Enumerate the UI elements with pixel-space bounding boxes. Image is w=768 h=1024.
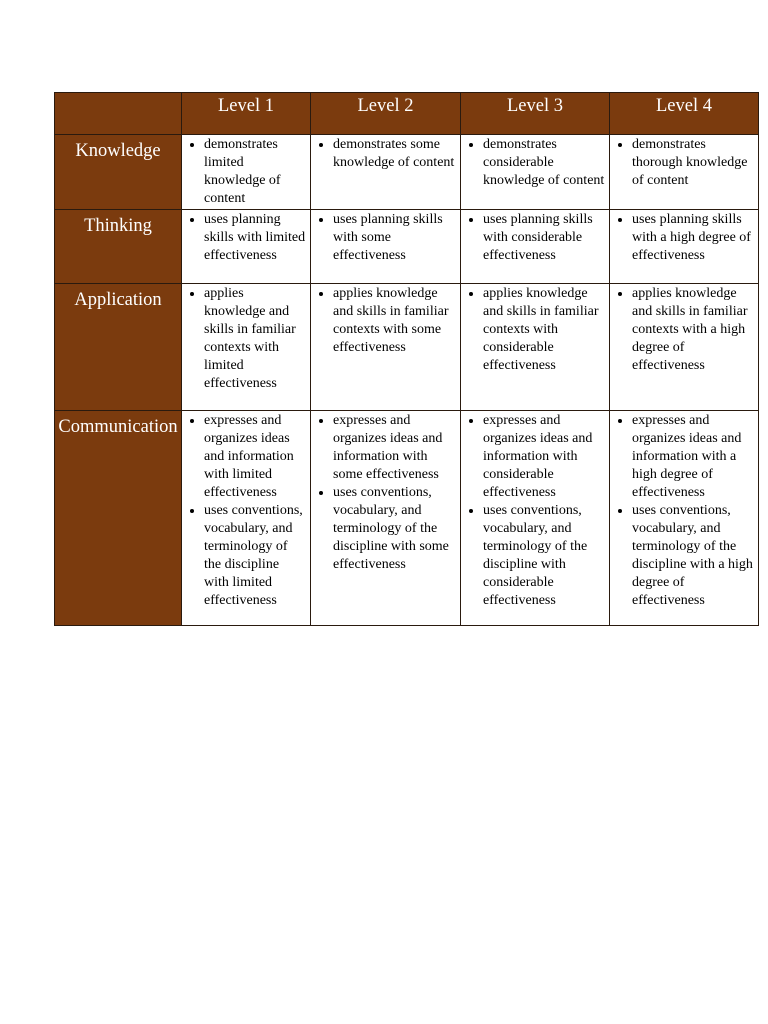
column-header-label: Level 4 — [656, 96, 712, 116]
column-header-level-1 — [182, 93, 311, 135]
descriptor-item: • uses planning skills with a high degree of effectiveness — [632, 211, 754, 265]
descriptor-cell-thinking-level-3 — [461, 210, 610, 284]
descriptor-list — [610, 135, 758, 190]
column-header-level-4 — [610, 93, 759, 135]
column-header-label: Level 3 — [507, 96, 563, 116]
header-row — [55, 93, 759, 135]
criterion-label: Application — [74, 290, 162, 310]
descriptor-list — [461, 210, 609, 265]
descriptor-cell-knowledge-level-4 — [610, 135, 759, 210]
descriptor-item: • demonstrates thorough knowledge of content — [632, 136, 754, 190]
criterion-cell-application — [55, 284, 182, 411]
column-header-level-3 — [461, 93, 610, 135]
descriptor-cell-thinking-level-1 — [182, 210, 311, 284]
descriptor-cell-application-level-2 — [311, 284, 461, 411]
descriptor-list — [610, 210, 758, 265]
descriptor-item: • applies knowledge and skills in familiar contexts with limited effectiveness — [204, 285, 306, 393]
descriptor-cell-communication-level-1 — [182, 411, 311, 626]
criterion-label: Thinking — [84, 216, 152, 236]
descriptor-cell-knowledge-level-2 — [311, 135, 461, 210]
descriptor-list — [461, 284, 609, 375]
rubric-row-thinking — [55, 210, 759, 284]
descriptor-item: • expresses and organizes ideas and information with considerable effectiveness — [483, 412, 605, 502]
descriptor-item: • demonstrates considerable knowledge of content — [483, 136, 605, 190]
descriptor-cell-application-level-4 — [610, 284, 759, 411]
descriptor-item: • uses planning skills with some effectiveness — [333, 211, 456, 265]
rubric-row-application — [55, 284, 759, 411]
rubric-row-communication — [55, 411, 759, 626]
criterion-label: Communication — [58, 417, 178, 437]
descriptor-list — [182, 210, 310, 265]
descriptor-item: • uses conventions, vocabulary, and terminology of the discipline with some effectiveness — [333, 484, 456, 574]
descriptor-item: • uses planning skills with considerable effectiveness — [483, 211, 605, 265]
descriptor-item: • applies knowledge and skills in familiar contexts with a high degree of effectiveness — [632, 285, 754, 375]
descriptor-cell-thinking-level-4 — [610, 210, 759, 284]
rubric-row-knowledge — [55, 135, 759, 210]
descriptor-item: • demonstrates limited knowledge of content — [204, 136, 306, 208]
descriptor-cell-thinking-level-2 — [311, 210, 461, 284]
descriptor-list — [311, 411, 460, 574]
descriptor-item: • uses conventions, vocabulary, and terminology of the discipline with considerable effectiveness — [483, 502, 605, 610]
descriptor-cell-application-level-3 — [461, 284, 610, 411]
descriptor-cell-communication-level-2 — [311, 411, 461, 626]
descriptor-list — [182, 284, 310, 393]
criterion-label: Knowledge — [75, 141, 161, 161]
descriptor-cell-knowledge-level-1 — [182, 135, 311, 210]
descriptor-item: • expresses and organizes ideas and information with a high degree of effectiveness — [632, 412, 754, 502]
descriptor-list — [311, 135, 460, 172]
descriptor-item: • applies knowledge and skills in familiar contexts with some effectiveness — [333, 285, 456, 357]
descriptor-item: • expresses and organizes ideas and information with some effectiveness — [333, 412, 456, 484]
descriptor-cell-application-level-1 — [182, 284, 311, 411]
descriptor-list — [182, 135, 310, 208]
criterion-cell-thinking — [55, 210, 182, 284]
descriptor-item: • uses conventions, vocabulary, and terminology of the discipline with limited effectiveness — [204, 502, 306, 610]
descriptor-cell-knowledge-level-3 — [461, 135, 610, 210]
descriptor-item: • uses conventions, vocabulary, and terminology of the discipline with a high degree of effectiveness — [632, 502, 754, 610]
column-header-label: Level 1 — [218, 96, 274, 116]
descriptor-item: • uses planning skills with limited effectiveness — [204, 211, 306, 265]
rubric-table — [54, 92, 759, 626]
descriptor-item: • demonstrates some knowledge of content — [333, 136, 456, 172]
column-header-label: Level 2 — [357, 96, 414, 116]
corner-cell — [55, 93, 182, 135]
descriptor-list — [610, 284, 758, 375]
criterion-cell-communication — [55, 411, 182, 626]
descriptor-list — [461, 411, 609, 610]
descriptor-cell-communication-level-3 — [461, 411, 610, 626]
descriptor-cell-communication-level-4 — [610, 411, 759, 626]
descriptor-list — [311, 210, 460, 265]
descriptor-list — [182, 411, 310, 610]
descriptor-list — [610, 411, 758, 610]
criterion-cell-knowledge — [55, 135, 182, 210]
descriptor-list — [311, 284, 460, 357]
column-header-level-2 — [311, 93, 461, 135]
descriptor-item: • applies knowledge and skills in familiar contexts with considerable effectiveness — [483, 285, 605, 375]
descriptor-item: • expresses and organizes ideas and information with limited effectiveness — [204, 412, 306, 502]
descriptor-list — [461, 135, 609, 190]
